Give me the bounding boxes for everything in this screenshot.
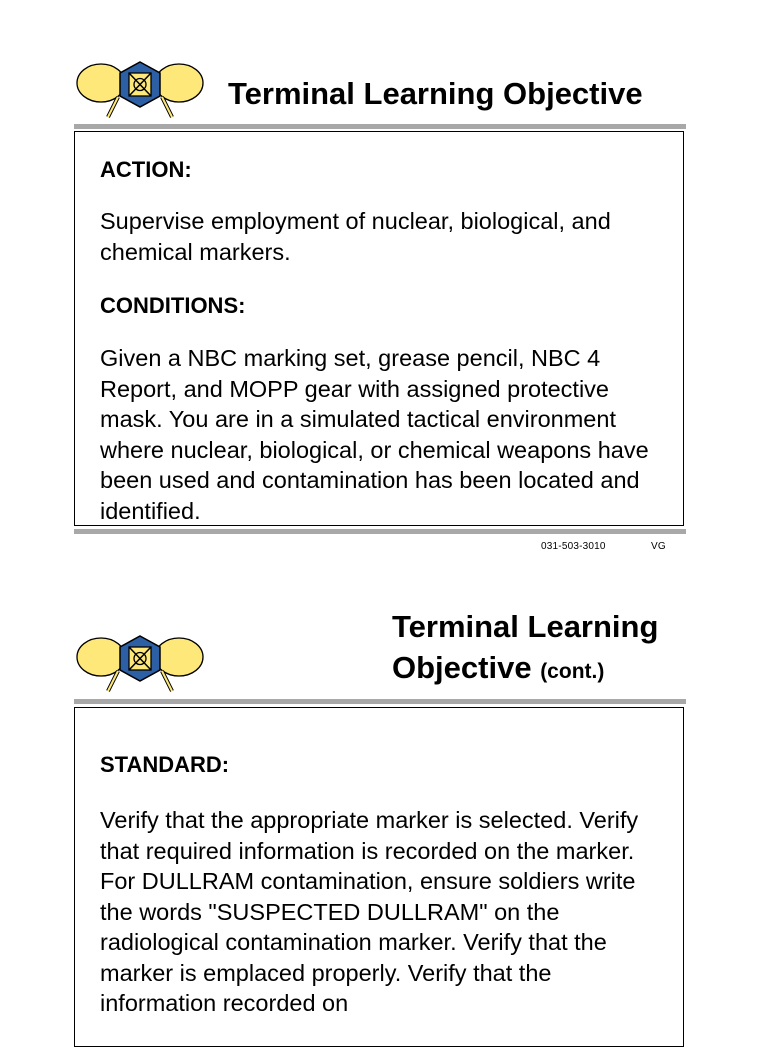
section-label-standard: STANDARD: bbox=[100, 752, 230, 777]
chemical-corps-logo bbox=[74, 56, 206, 122]
footer-divider bbox=[74, 529, 686, 534]
footer-lesson-code: 031-503-3010 bbox=[541, 541, 606, 552]
content-box bbox=[74, 131, 684, 526]
title-divider bbox=[74, 699, 686, 704]
section-label-conditions: CONDITIONS: bbox=[100, 293, 246, 318]
slide-title-line-2 bbox=[392, 648, 604, 692]
slide-title-suffix: (cont.) bbox=[540, 660, 605, 683]
chemical-corps-logo bbox=[74, 630, 206, 696]
title-divider bbox=[74, 124, 686, 129]
section-label-action: ACTION: bbox=[100, 157, 192, 182]
slide-title-word: Objective bbox=[392, 650, 532, 685]
section-text-action: Supervise employment of nuclear, biological, and chemical markers. bbox=[100, 208, 611, 265]
content-box bbox=[74, 707, 684, 1047]
footer-suffix: VG bbox=[651, 541, 666, 552]
section-text-standard: Verify that the appropriate marker is selected. Verify that required information is recorded on the marker. For DULLRAM contamination, ensure soldiers write the words "SUSPECTED DULLRAM" on the radiological contamination marker. Verify that the marker is emplaced properly. Verify that the information recorded on bbox=[100, 807, 639, 1016]
section-text-conditions: Given a NBC marking set, grease pencil, NBC 4 Report, and MOPP gear with assigned protective mask. You are in a simulated tactical environment where nuclear, biological, or chemical weapons have been used and contamination has been located and identified. bbox=[100, 345, 649, 524]
slide-title: Terminal Learning Objective bbox=[228, 76, 643, 111]
slide-title-line-1: Terminal Learning bbox=[392, 609, 659, 644]
